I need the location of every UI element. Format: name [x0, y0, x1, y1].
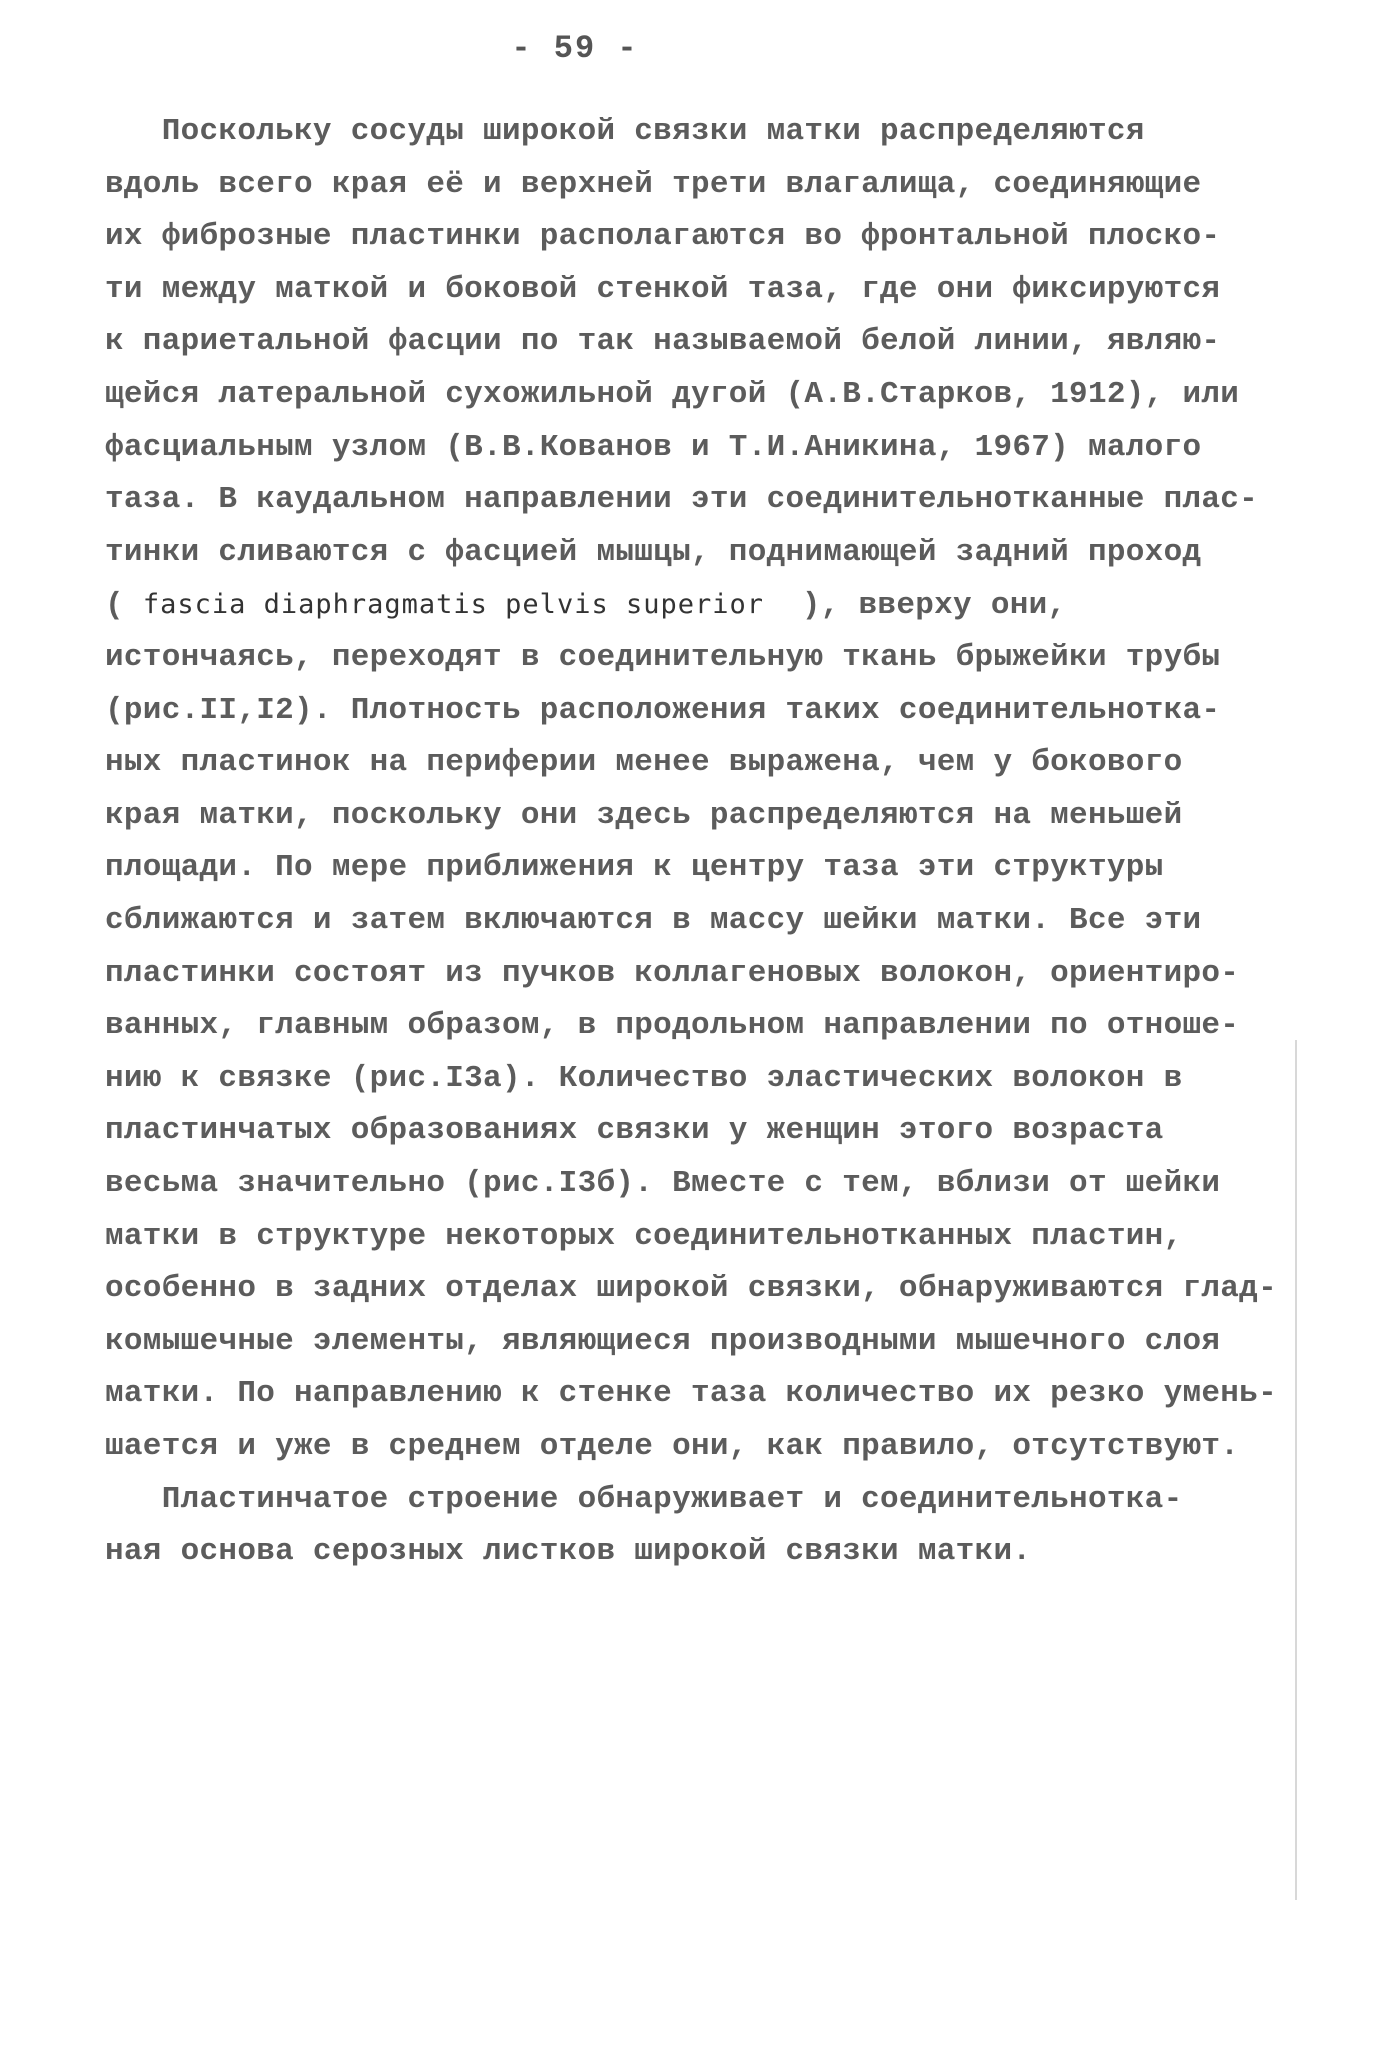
- text-line: (рис.II,I2). Плотность расположения таких соединительнотка-: [105, 693, 1221, 728]
- text-line: комышечные элементы, являющиеся производными мышечного слоя: [105, 1324, 1221, 1359]
- page-number: - 59 -: [511, 30, 639, 67]
- text-line: Пластинчатое строение обнаруживает и соединительнотка-: [105, 1482, 1183, 1517]
- margin-rule: [1295, 1040, 1297, 1900]
- text-line: таза. В каудальном направлении эти соединительнотканные плас-: [105, 482, 1259, 517]
- text-line: шается и уже в среднем отделе они, как правило, отсутствуют.: [105, 1429, 1240, 1464]
- text-line: фасциальным узлом (В.В.Кованов и Т.И.Аникина, 1967) малого: [105, 430, 1202, 465]
- text-line: тинки сливаются с фасцией мышцы, поднимающей задний проход: [105, 535, 1202, 570]
- text-line: ти между маткой и боковой стенкой таза, где они фиксируются: [105, 272, 1221, 307]
- text-line: пластинки состоят из пучков коллагеновых волокон, ориентиро-: [105, 956, 1240, 991]
- text-line: нию к связке (рис.I3а). Количество эластических волокон в: [105, 1061, 1183, 1096]
- text-line: матки в структуре некоторых соединительнотканных пластин,: [105, 1219, 1183, 1254]
- text-line: сближаются и затем включаются в массу шейки матки. Все эти: [105, 903, 1202, 938]
- text-line: ванных, главным образом, в продольном направлении по отноше-: [105, 1008, 1240, 1043]
- text-line: ная основа серозных листков широкой связки матки.: [105, 1534, 1032, 1569]
- text-line: весьма значительно (рис.I3б). Вместе с тем, вблизи от шейки: [105, 1166, 1221, 1201]
- text-line: ( fascia diaphragmatis pelvis superior ), вверху они,: [105, 588, 1067, 623]
- text-line: вдоль всего края её и верхней трети влагалища, соединяющие: [105, 167, 1202, 202]
- text-line: особенно в задних отделах широкой связки, обнаруживаются глад-: [105, 1271, 1277, 1306]
- text-line: края матки, поскольку они здесь распределяются на меньшей: [105, 798, 1183, 833]
- latin-term: fascia diaphragmatis pelvis superior: [142, 589, 765, 620]
- text-line: ных пластинок на периферии менее выражена, чем у бокового: [105, 745, 1183, 780]
- text-line: Поскольку сосуды широкой связки матки распределяются: [105, 114, 1145, 149]
- text-line: к париетальной фасции по так называемой белой линии, являю-: [105, 324, 1221, 359]
- text-line: матки. По направлению к стенке таза количество их резко умень-: [105, 1376, 1277, 1411]
- text-line: их фиброзные пластинки располагаются во фронтальной плоско-: [105, 219, 1221, 254]
- text-line: щейся латеральной сухожильной дугой (А.В.Старков, 1912), или: [105, 377, 1240, 412]
- text-line: истончаясь, переходят в соединительную ткань брыжейки трубы: [105, 640, 1221, 675]
- text-line: площади. По мере приближения к центру таза эти структуры: [105, 850, 1164, 885]
- text-line: пластинчатых образованиях связки у женщин этого возраста: [105, 1113, 1164, 1148]
